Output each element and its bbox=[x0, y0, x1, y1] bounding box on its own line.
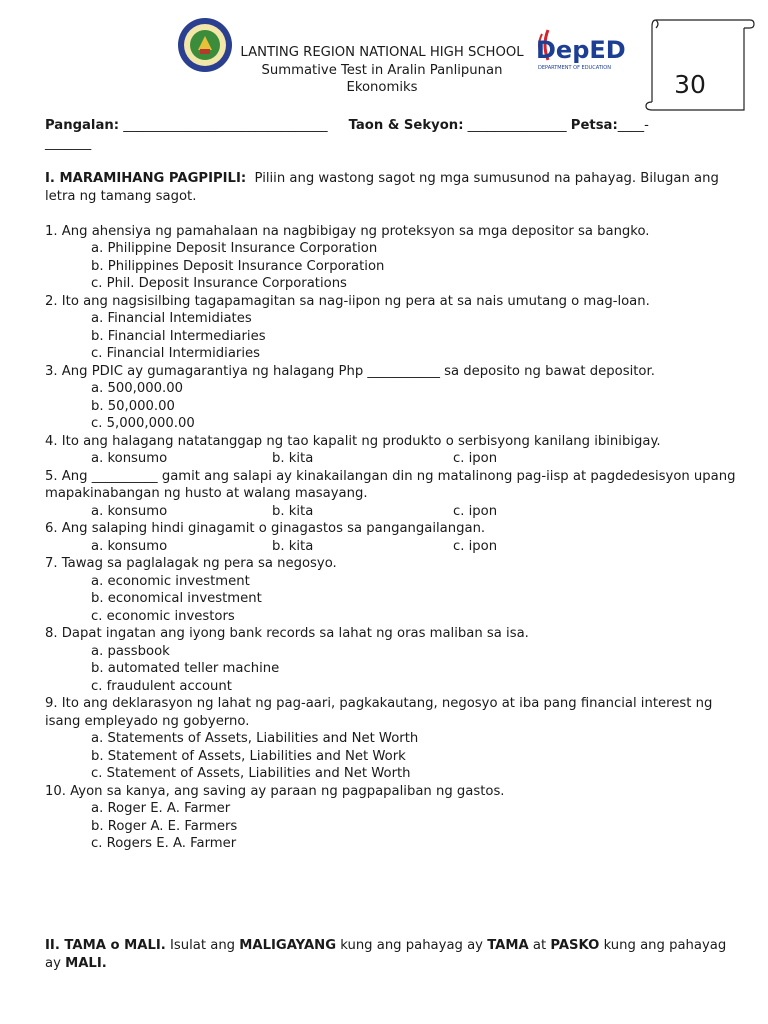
q4-option-c[interactable]: c. ipon bbox=[453, 451, 498, 466]
q5-option-b[interactable]: b. kita bbox=[272, 503, 314, 519]
q3-option-a[interactable]: a. 500,000.00 bbox=[91, 381, 183, 396]
deped-logo-icon bbox=[534, 26, 626, 76]
part2-text-3: at bbox=[532, 938, 547, 953]
q10-option-c[interactable]: c. Rogers E. A. Farmer bbox=[91, 836, 237, 851]
q2-option-c[interactable]: c. Financial Intermidiaries bbox=[91, 346, 260, 361]
part2-word-tama: TAMA bbox=[487, 938, 529, 953]
part2-text-1: Isulat ang bbox=[170, 938, 236, 953]
question-8: 8. Dapat ingatan ang iyong bank records sa lahat ng oras maliban sa isa. bbox=[45, 626, 529, 641]
question-2: 2. Ito ang nagsisilbing tagapamagitan sa nag-iipon ng pera at sa nais umutang o mag-loan. bbox=[45, 293, 650, 309]
q7-option-b[interactable]: b. economical investment bbox=[91, 591, 262, 606]
part2-text-4: kung ang pahayag ay bbox=[45, 938, 727, 971]
year-section-label: Taon & Sekyon: bbox=[348, 118, 464, 133]
student-info-line bbox=[45, 117, 725, 153]
q10-option-a[interactable]: a. Roger E. A. Farmer bbox=[91, 801, 231, 816]
q4-options bbox=[45, 450, 745, 468]
q2-option-b[interactable]: b. Financial Intermediaries bbox=[91, 328, 266, 344]
q6-options bbox=[45, 538, 745, 556]
q5-option-c[interactable]: c. ipon bbox=[453, 503, 498, 519]
school-seal-icon bbox=[176, 16, 234, 74]
q6-option-b[interactable]: b. kita bbox=[272, 538, 314, 554]
score-value: 30 bbox=[674, 70, 706, 99]
q3-option-c[interactable]: c. 5,000,000.00 bbox=[91, 416, 195, 431]
date-label: Petsa: bbox=[570, 118, 618, 133]
q1-option-a[interactable]: a. Philippine Deposit Insurance Corporation bbox=[91, 241, 378, 256]
q7-option-a[interactable]: a. economic investment bbox=[91, 573, 250, 589]
name-label: Pangalan: bbox=[45, 118, 120, 133]
q5-option-a[interactable]: a. konsumo bbox=[91, 503, 168, 519]
school-name: LANTING REGION NATIONAL HIGH SCHOOL bbox=[240, 45, 524, 60]
q9-option-c[interactable]: c. Statement of Assets, Liabilities and Net Worth bbox=[91, 766, 411, 781]
school-header bbox=[232, 44, 532, 97]
q4-option-b[interactable]: b. kita bbox=[272, 451, 314, 466]
question-5: 5. Ang __________ gamit ang salapi ay kinakailangan din ng matalinong pag-iisp at pagdedesisyon upang mapakinabangan ng husto at walang masayang. bbox=[45, 468, 736, 501]
q10-option-b[interactable]: b. Roger A. E. Farmers bbox=[91, 818, 238, 834]
q1-option-b[interactable]: b. Philippines Deposit Insurance Corporation bbox=[91, 258, 385, 274]
score-scroll-icon bbox=[640, 14, 754, 114]
part1-instruction: Piliin ang wastong sagot ng mga sumusunod na pahayag. Bilugan ang letra ng tamang sagot. bbox=[45, 171, 719, 204]
q5-options bbox=[45, 503, 745, 521]
date-blank-continued[interactable]: _______ bbox=[45, 136, 92, 151]
part2-word-maligayang: MALIGAYANG bbox=[239, 938, 337, 953]
question-6: 6. Ang salaping hindi ginagamit o ginagastos sa pangangailangan. bbox=[45, 521, 486, 536]
q3-option-b[interactable]: b. 50,000.00 bbox=[91, 398, 175, 414]
question-9: 9. Ito ang deklarasyon ng lahat ng pag-aari, pagkakautang, negosyo at iba pang financial interest ng isang empleyado ng gobyerno. bbox=[45, 696, 713, 729]
part2-word-mali: MALI. bbox=[65, 956, 107, 971]
question-1: 1. Ang ahensiya ng pamahalaan na nagbibigay ng proteksyon sa mga depositor sa bangko. bbox=[45, 223, 650, 239]
question-4: 4. Ito ang halagang natatanggap ng tao kapalit ng produkto o serbisyong kanilang ibinibigay. bbox=[45, 433, 661, 449]
q9-option-a[interactable]: a. Statements of Assets, Liabilities and Net Worth bbox=[91, 731, 419, 746]
part1-header bbox=[45, 170, 745, 205]
part2-word-pasko: PASKO bbox=[550, 938, 600, 953]
question-10: 10. Ayon sa kanya, ang saving ay paraan ng pagpapaliban ng gastos. bbox=[45, 783, 505, 799]
q9-option-b[interactable]: b. Statement of Assets, Liabilities and Net Work bbox=[91, 748, 406, 764]
deped-sub-text: DEPARTMENT OF EDUCATION bbox=[538, 65, 611, 71]
q1-option-c[interactable]: c. Phil. Deposit Insurance Corporations bbox=[91, 276, 347, 291]
q8-option-b[interactable]: b. automated teller machine bbox=[91, 661, 280, 676]
q2-option-a[interactable]: a. Financial Intemidiates bbox=[91, 311, 252, 326]
q6-option-a[interactable]: a. konsumo bbox=[91, 538, 168, 554]
year-section-blank[interactable]: _______________ bbox=[467, 118, 567, 133]
part2-text-2: kung ang pahayag ay bbox=[340, 938, 483, 953]
true-false-section bbox=[45, 937, 745, 973]
part2-title: II. TAMA o MALI. bbox=[45, 938, 166, 953]
name-blank[interactable]: _______________________________ bbox=[123, 118, 328, 133]
q8-option-c[interactable]: c. fraudulent account bbox=[91, 678, 232, 694]
question-7: 7. Tawag sa paglalagak ng pera sa negosyo. bbox=[45, 556, 337, 571]
date-blank[interactable]: ____- bbox=[617, 118, 649, 133]
q4-option-a[interactable]: a. konsumo bbox=[91, 451, 168, 466]
part1-title: I. MARAMIHANG PAGPIPILI: bbox=[45, 171, 247, 186]
q7-option-c[interactable]: c. economic investors bbox=[91, 608, 235, 624]
test-title: Summative Test in Aralin Panlipunan bbox=[261, 62, 503, 78]
q6-option-c[interactable]: c. ipon bbox=[453, 538, 498, 554]
multiple-choice-section bbox=[45, 170, 745, 853]
question-3: 3. Ang PDIC ay gumagarantiya ng halagang Php ___________ sa deposito ng bawat depositor. bbox=[45, 363, 655, 379]
q8-option-a[interactable]: a. passbook bbox=[91, 643, 170, 659]
subject-title: Ekonomiks bbox=[346, 80, 418, 95]
deped-logo-text: DepED bbox=[536, 36, 626, 64]
